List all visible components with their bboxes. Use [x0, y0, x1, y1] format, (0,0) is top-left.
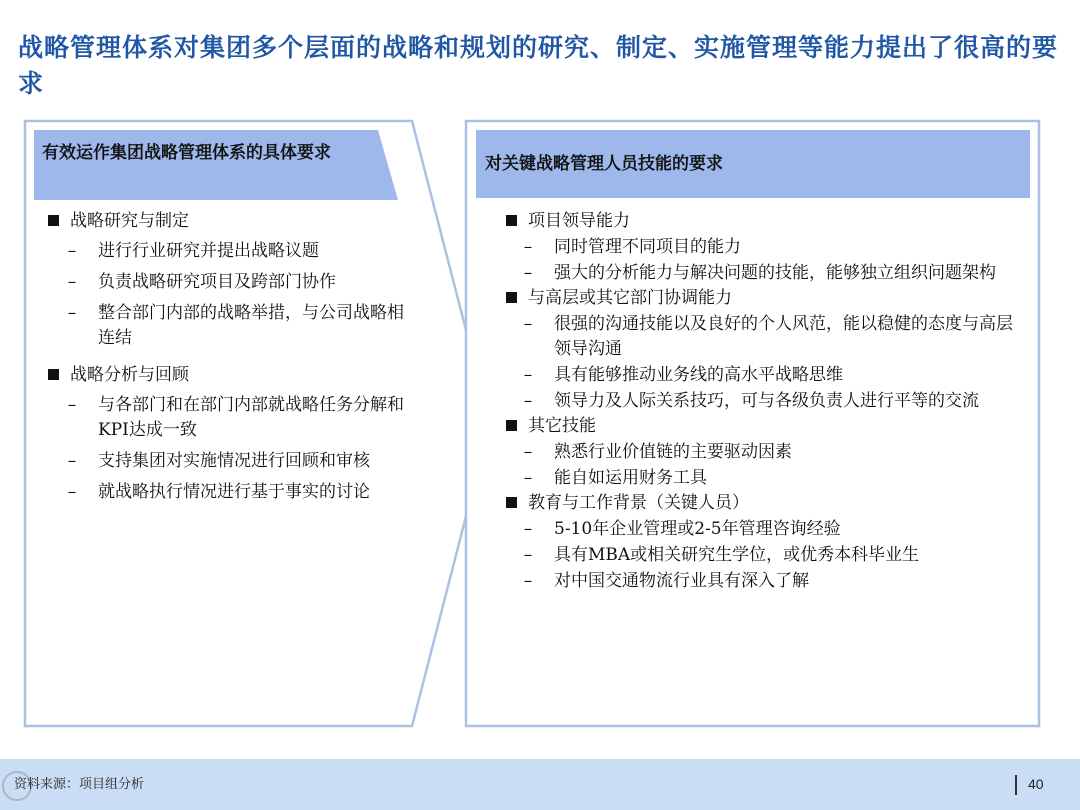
left-panel-list	[46, 209, 406, 505]
list-item: – 领导力及人际关系技巧，可与各级负责人进行平等的交流	[504, 389, 1014, 414]
list-item: – 具有MBA或相关研究生学位，或优秀本科毕业生	[504, 543, 1014, 568]
list-item: – 负责战略研究项目及跨部门协作	[46, 270, 406, 295]
dash-bullet-icon: –	[67, 272, 77, 292]
section-heading: 教育与工作背景（关键人员）	[504, 491, 1014, 516]
dash-bullet-icon: –	[523, 391, 533, 411]
list-item: – 同时管理不同项目的能力	[504, 235, 1014, 260]
dash-bullet-icon: –	[523, 314, 533, 334]
list-item: – 5-10年企业管理或2-5年管理咨询经验	[504, 517, 1014, 542]
section-heading: 项目领导能力	[504, 209, 1014, 234]
page-number: 40	[1028, 776, 1044, 792]
list-item: – 强大的分析能力与解决问题的技能，能够独立组织问题架构	[504, 261, 1014, 286]
dash-bullet-icon: –	[523, 263, 533, 283]
list-item: – 很强的沟通技能以及良好的个人风范，能以稳健的态度与高层领导沟通	[504, 312, 1014, 362]
dash-bullet-icon: –	[523, 519, 533, 539]
right-panel-list	[504, 209, 1014, 594]
dash-bullet-icon: –	[67, 303, 77, 323]
footer-source: 资料来源：项目组分析	[14, 777, 145, 792]
list-item: – 整合部门内部的战略举措，与公司战略相连结	[46, 301, 406, 351]
square-bullet-icon	[48, 369, 59, 380]
square-bullet-icon	[506, 215, 517, 226]
dash-bullet-icon: –	[67, 241, 77, 261]
dash-bullet-icon: –	[523, 571, 533, 591]
dash-bullet-icon: –	[523, 545, 533, 565]
section-heading: 与高层或其它部门协调能力	[504, 286, 1014, 311]
section-heading: 战略分析与回顾	[46, 363, 406, 388]
left-panel-header: 有效运作集团战略管理体系的具体要求	[42, 143, 331, 163]
slide-title: 战略管理体系对集团多个层面的战略和规划的研究、制定、实施管理等能力提出了很高的要求	[18, 33, 1059, 98]
list-item: – 进行行业研究并提出战略议题	[46, 239, 406, 264]
list-item: – 支持集团对实施情况进行回顾和审核	[46, 449, 406, 474]
square-bullet-icon	[506, 420, 517, 431]
dash-bullet-icon: –	[67, 451, 77, 471]
section-heading: 其它技能	[504, 414, 1014, 439]
dash-bullet-icon: –	[67, 395, 77, 415]
dash-bullet-icon: –	[67, 482, 77, 502]
list-item: – 就战略执行情况进行基于事实的讨论	[46, 480, 406, 505]
footer-bar	[0, 759, 1080, 810]
dash-bullet-icon: –	[523, 442, 533, 462]
square-bullet-icon	[506, 497, 517, 508]
dash-bullet-icon: –	[523, 365, 533, 385]
list-item: – 对中国交通物流行业具有深入了解	[504, 569, 1014, 594]
list-item: – 具有能够推动业务线的高水平战略思维	[504, 363, 1014, 388]
square-bullet-icon	[48, 215, 59, 226]
list-item: – 熟悉行业价值链的主要驱动因素	[504, 440, 1014, 465]
list-item: – 与各部门和在部门内部就战略任务分解和KPI达成一致	[46, 393, 406, 443]
section-heading: 战略研究与制定	[46, 209, 406, 234]
dash-bullet-icon: –	[523, 468, 533, 488]
list-item: – 能自如运用财务工具	[504, 466, 1014, 491]
right-panel-header: 对关键战略管理人员技能的要求	[485, 154, 723, 174]
dash-bullet-icon: –	[523, 237, 533, 257]
square-bullet-icon	[506, 292, 517, 303]
footer-divider	[1015, 775, 1017, 795]
